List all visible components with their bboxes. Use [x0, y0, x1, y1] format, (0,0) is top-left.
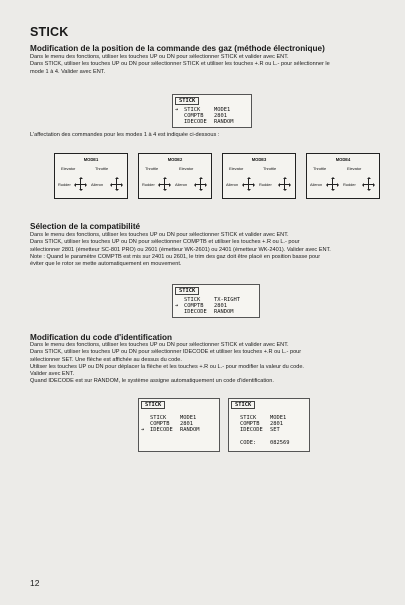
page-title: STICK: [30, 25, 69, 39]
lcd-row-label: IDECODE: [150, 427, 173, 433]
lcd-row-value: 2801: [214, 303, 227, 309]
paragraph-line: Dans STICK, utiliser les touches UP ou DN pour sélectionner COMPTB et utiliser les touches +.R ou L.- pour: [30, 239, 300, 246]
channel-label: Rudder: [142, 182, 155, 187]
selection-arrow-icon: ➔: [175, 303, 179, 309]
channel-label: Throttle: [95, 166, 109, 171]
lcd-row-label: STICK: [184, 107, 201, 113]
lcd-caption: STICK: [175, 287, 199, 295]
paragraph-line: Utiliser les touches UP ou DN pour déplacer la flèche et les touches +.R ou L.- pour modifier la valeur du code.: [30, 363, 304, 370]
paragraph-line: Dans STICK, utiliser les touches UP ou DN pour sélectionner STICK et utiliser les touches +.R ou L.- pour sélectionner le: [30, 61, 330, 68]
lcd-row-value: RANDOM: [214, 119, 234, 125]
channel-label: Rudder: [259, 182, 272, 187]
channel-label: Throttle: [145, 166, 159, 171]
channel-label: Elevator: [229, 166, 244, 171]
lcd-row-label: IDECODE: [184, 119, 207, 125]
section-heading-identification-code: Modification du code d'identification: [30, 333, 173, 342]
section-heading-compatibility: Sélection de la compatibilité: [30, 222, 141, 231]
lcd-row-label: COMPTB: [184, 113, 204, 119]
lcd-row-value: MODE1: [270, 415, 287, 421]
lcd-row-label: COMPTB: [184, 303, 204, 309]
lcd-row-label: CODE:: [240, 440, 257, 446]
mode-title: MODE3: [251, 157, 267, 162]
lcd-row-value: RANDOM: [180, 427, 200, 433]
paragraph-line: Dans le menu des fonctions, utiliser les touches UP ou DN pour sélectionner STICK et valider avec ENT.: [30, 232, 289, 238]
lcd-row-value: TX-RIGHT: [214, 297, 240, 303]
lcd-row-label: STICK: [150, 415, 167, 421]
section1-paragraph: [30, 54, 402, 76]
lcd-caption: STICK: [175, 97, 199, 105]
mode-diagram-mode3: [222, 153, 296, 199]
mode-title: MODE4: [335, 157, 351, 162]
channel-label: Rudder: [343, 182, 356, 187]
lcd-row-value: MODE1: [180, 415, 197, 421]
paragraph-line: Dans le menu des fonctions, utiliser les touches UP ou DN pour sélectionner STICK et valider avec ENT.: [30, 342, 289, 348]
paragraph-line: Quand IDECODE est sur RANDOM, le système assigne automatiquement un code d'identification.: [30, 378, 274, 385]
section-heading-throttle-position: Modification de la position de la commande des gaz (méthode électronique): [30, 44, 325, 53]
paragraph-line: sélectionner SET. Une flèche est affichée au dessus du code.: [30, 356, 182, 363]
paragraph-line: sélectionner 2801 (émetteur SC-801 PRO) ou 2601 (émetteur WK-2601) ou 2401 (émetteur WK-2401). Valider avec ENT.: [30, 246, 331, 253]
mode-title: MODE1: [83, 157, 99, 162]
paragraph-line: Valider avec ENT.: [30, 371, 75, 378]
channel-label: Rudder: [58, 182, 71, 187]
section3-paragraph: [30, 342, 402, 386]
lcd-row-value: 082569: [270, 440, 290, 446]
mode-assignment-note: L'affectation des commandes pour les modes 1 à 4 est indiquée ci-dessous :: [30, 132, 220, 138]
lcd-row-value: 2801: [214, 113, 227, 119]
paragraph-line: Dans le menu des fonctions, utiliser les touches UP ou DN pour sélectionner STICK et valider avec ENT.: [30, 54, 289, 60]
lcd-row-value: MODE1: [214, 107, 231, 113]
lcd-screen-idecode-random: [138, 398, 220, 452]
paragraph-line: Dans STICK, utiliser les touches UP ou DN pour sélectionner IDECODE et utiliser les touches +.R ou L.- pour: [30, 349, 302, 356]
lcd-row-label: IDECODE: [240, 427, 263, 433]
lcd-row: [141, 427, 199, 433]
channel-label: Aileron: [310, 182, 323, 187]
lcd-row-label: STICK: [240, 415, 257, 421]
selection-arrow-icon: ➔: [141, 427, 145, 433]
section2-paragraph: [30, 232, 402, 268]
lcd-row-label: STICK: [184, 297, 201, 303]
lcd-row-value: RANDOM: [214, 309, 234, 315]
channel-label: Aileron: [175, 182, 188, 187]
channel-label: Aileron: [226, 182, 239, 187]
lcd-row: [175, 119, 233, 125]
lcd-row-value: SET: [270, 427, 280, 433]
channel-label: Throttle: [263, 166, 277, 171]
lcd-row-label: COMPTB: [240, 421, 260, 427]
channel-label: Elevator: [179, 166, 194, 171]
paragraph-line: mode 1 à 4. Valider avec ENT.: [30, 68, 106, 75]
lcd-row-label: IDECODE: [184, 309, 207, 315]
channel-label: Elevator: [347, 166, 362, 171]
paragraph-line: Note : Quand le paramètre COMPTB est mis sur 2401 ou 2601, le trim des gaz doit être placé en position basse pour: [30, 253, 321, 260]
lcd-row: [231, 427, 280, 433]
mode-diagram-mode2: [138, 153, 212, 199]
mode-title: MODE2: [167, 157, 183, 162]
lcd-screen-idecode-set: [228, 398, 310, 452]
page-number: 12: [30, 578, 40, 588]
mode-diagram-mode1: [54, 153, 128, 199]
lcd-screen-compatibility: [172, 284, 260, 318]
channel-label: Aileron: [91, 182, 104, 187]
paragraph-line: éviter que le rotor se mette automatiquement en mouvement.: [30, 261, 182, 268]
selection-arrow-icon: ➔: [175, 107, 179, 113]
channel-label: Throttle: [313, 166, 327, 171]
channel-label: Elevator: [61, 166, 76, 171]
lcd-screen-stick-mode: [172, 94, 252, 128]
mode-diagram-mode4: [306, 153, 380, 199]
lcd-row-value: 2801: [270, 421, 283, 427]
lcd-row-value: 2801: [180, 421, 193, 427]
lcd-row: [231, 440, 289, 446]
lcd-row: [175, 309, 233, 315]
lcd-row-label: COMPTB: [150, 421, 170, 427]
lcd-caption: STICK: [141, 401, 165, 409]
lcd-caption: STICK: [231, 401, 255, 409]
